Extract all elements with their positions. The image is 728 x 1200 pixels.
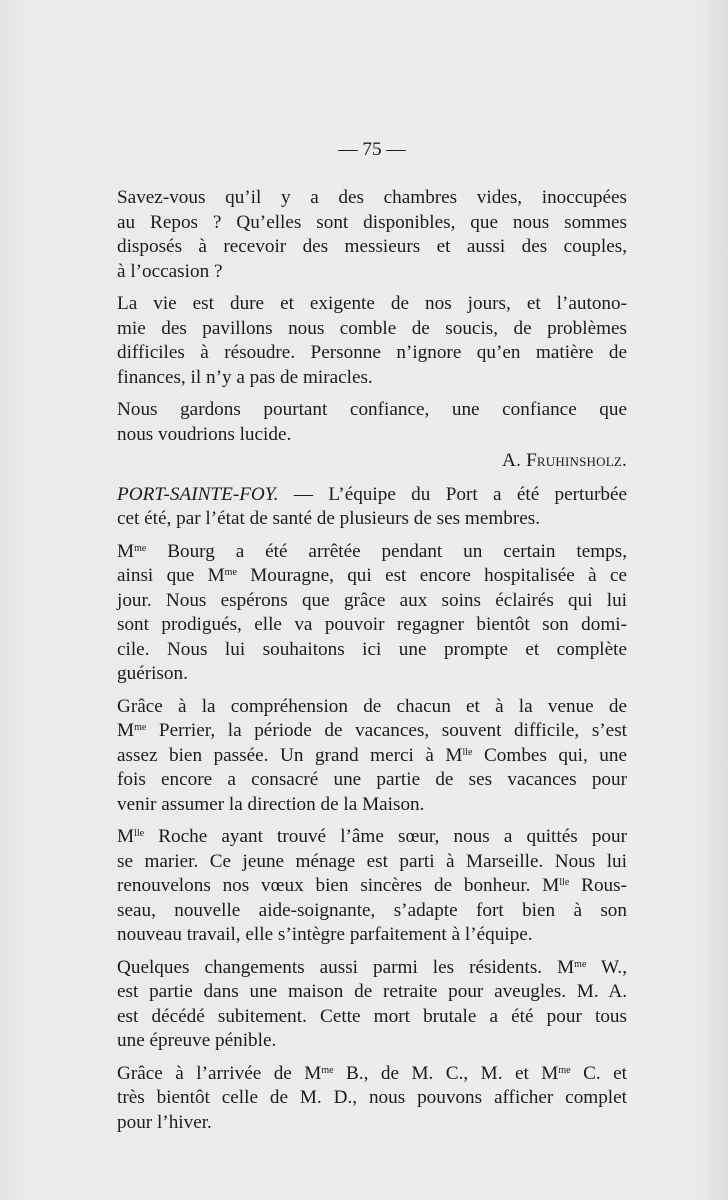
section-heading-rest: — L’équipe du Port a été perturbée <box>278 483 627 505</box>
paragraph-1 <box>117 186 627 284</box>
text-line <box>117 1029 627 1054</box>
paragraph-7 <box>117 825 627 948</box>
text-line <box>117 956 627 981</box>
text-run: pour l’hiver. <box>117 1111 212 1133</box>
text-run: Grâce à la compréhension de chacun et à la venue de <box>117 695 627 717</box>
text-run: guérison. <box>117 663 188 684</box>
text-line <box>117 483 627 508</box>
text-run: cile. Nous lui souhaitons ici une prompte et complète <box>117 638 627 660</box>
text-run: M <box>117 540 135 562</box>
text-run: B., de M. C., M. et M <box>333 1062 559 1084</box>
text-run: Bourg a été arrêtée pendant un certain temps, <box>146 540 627 562</box>
text-run: M <box>117 826 135 847</box>
text-line <box>117 825 627 850</box>
text-line: La vie est dure et exigente de nos jours, et l’autono- <box>117 293 627 314</box>
text-line <box>117 564 627 589</box>
text-run: C. et <box>570 1062 627 1084</box>
text-run: fois encore a consacré une partie de ses vacances pour <box>117 769 627 790</box>
text-line <box>117 793 627 818</box>
text-line: disposés à recevoir des messieurs et aussi des couples, <box>117 236 627 257</box>
text-run: Roche ayant trouvé l’âme sœur, nous a quittés pour <box>144 826 627 847</box>
text-line <box>117 1005 627 1030</box>
text-line: au Repos ? Qu’elles sont disponibles, que nous sommes <box>117 211 627 233</box>
text-run: Perrier, la période de vacances, souvent difficile, s’est <box>146 720 627 741</box>
text-run: venir assumer la direction de la Maison. <box>117 793 425 815</box>
text-line <box>117 719 627 744</box>
text-run: Quelques changements aussi parmi les résidents. M <box>117 956 575 978</box>
text-line <box>117 589 627 614</box>
text-line: mie des pavillons nous comble de soucis, de problèmes <box>117 317 627 339</box>
section-body <box>117 540 627 1136</box>
paragraph-6 <box>117 695 627 818</box>
text-line <box>117 923 627 948</box>
text-run: Mouragne, qui est encore hospitalisée à ce <box>236 565 627 586</box>
text-line <box>117 1111 627 1136</box>
signature: A. Fruhinsholz. <box>502 450 627 471</box>
text-line <box>117 695 627 720</box>
text-line: difficiles à résoudre. Personne n’ignore qu’en matière de <box>117 342 627 363</box>
page-number: — 75 — <box>338 139 406 160</box>
superscript: lle <box>559 877 570 888</box>
text-run: très bientôt celle de M. D., nous pouvons afficher complet <box>117 1087 627 1108</box>
text-run: jour. Nous espérons que grâce aux soins éclairés qui lui <box>117 589 627 611</box>
superscript: me <box>134 542 147 554</box>
text-line <box>117 744 627 769</box>
text-line: finances, il n’y a pas de miracles. <box>117 366 373 388</box>
text-run: nouveau travail, elle s’intègre parfaitement à l’équipe. <box>117 924 533 945</box>
superscript: lle <box>462 746 473 758</box>
text-line <box>117 874 627 899</box>
text-line: cet été, par l’état de santé de plusieurs de ses membres. <box>117 508 541 529</box>
text-block <box>117 138 627 1143</box>
text-line <box>117 980 627 1005</box>
text-line: Savez-vous qu’il y a des chambres vides, inoccupées <box>117 187 627 208</box>
text-run: Rous- <box>569 875 627 896</box>
text-run: ainsi que M <box>117 565 225 586</box>
superscript: me <box>224 567 237 578</box>
text-line <box>117 768 627 793</box>
section-heading: PORT-SAINTE-FOY. <box>117 483 279 505</box>
text-run: M <box>117 720 135 741</box>
text-run: renouvelons nos vœux bien sincères de bonheur. M <box>117 875 560 896</box>
text-line <box>117 662 627 687</box>
text-run: assez bien passée. Un grand merci à M <box>117 744 463 766</box>
text-line <box>117 613 627 638</box>
section-port-sainte-foy <box>117 483 627 532</box>
text-run: Combes qui, une <box>472 744 627 766</box>
text-run: une épreuve pénible. <box>117 1030 277 1051</box>
text-run: seau, nouvelle aide-soignante, s’adapte fort bien à son <box>117 899 627 921</box>
text-run: se marier. Ce jeune ménage est parti à Marseille. Nous lui <box>117 850 627 872</box>
text-line <box>117 540 627 565</box>
text-line <box>117 1062 627 1087</box>
superscript: me <box>134 722 147 733</box>
paragraph-2 <box>117 292 627 390</box>
paragraph-5 <box>117 540 627 687</box>
paragraph-8 <box>117 956 627 1054</box>
superscript: me <box>558 1064 571 1076</box>
superscript: lle <box>134 828 145 839</box>
text-run: Grâce à l’arrivée de M <box>117 1062 322 1084</box>
text-line <box>117 850 627 875</box>
paragraph-3 <box>117 398 627 447</box>
superscript: me <box>574 958 587 970</box>
text-run: est partie dans une maison de retraite pour aveugles. M. A. <box>117 981 627 1002</box>
text-line: nous voudrions lucide. <box>117 423 292 445</box>
text-run: W., <box>586 956 627 978</box>
text-run: est décédé subitement. Cette mort brutale a été pour tous <box>117 1005 627 1027</box>
text-line: à l’occasion ? <box>117 260 223 282</box>
paragraph-9 <box>117 1062 627 1136</box>
text-line <box>117 1086 627 1111</box>
superscript: me <box>321 1064 334 1076</box>
text-line <box>117 638 627 663</box>
text-run: sont prodigués, elle va pouvoir regagner bientôt son domi- <box>117 614 627 635</box>
text-line <box>117 899 627 924</box>
text-line: Nous gardons pourtant confiance, une confiance que <box>117 399 627 420</box>
